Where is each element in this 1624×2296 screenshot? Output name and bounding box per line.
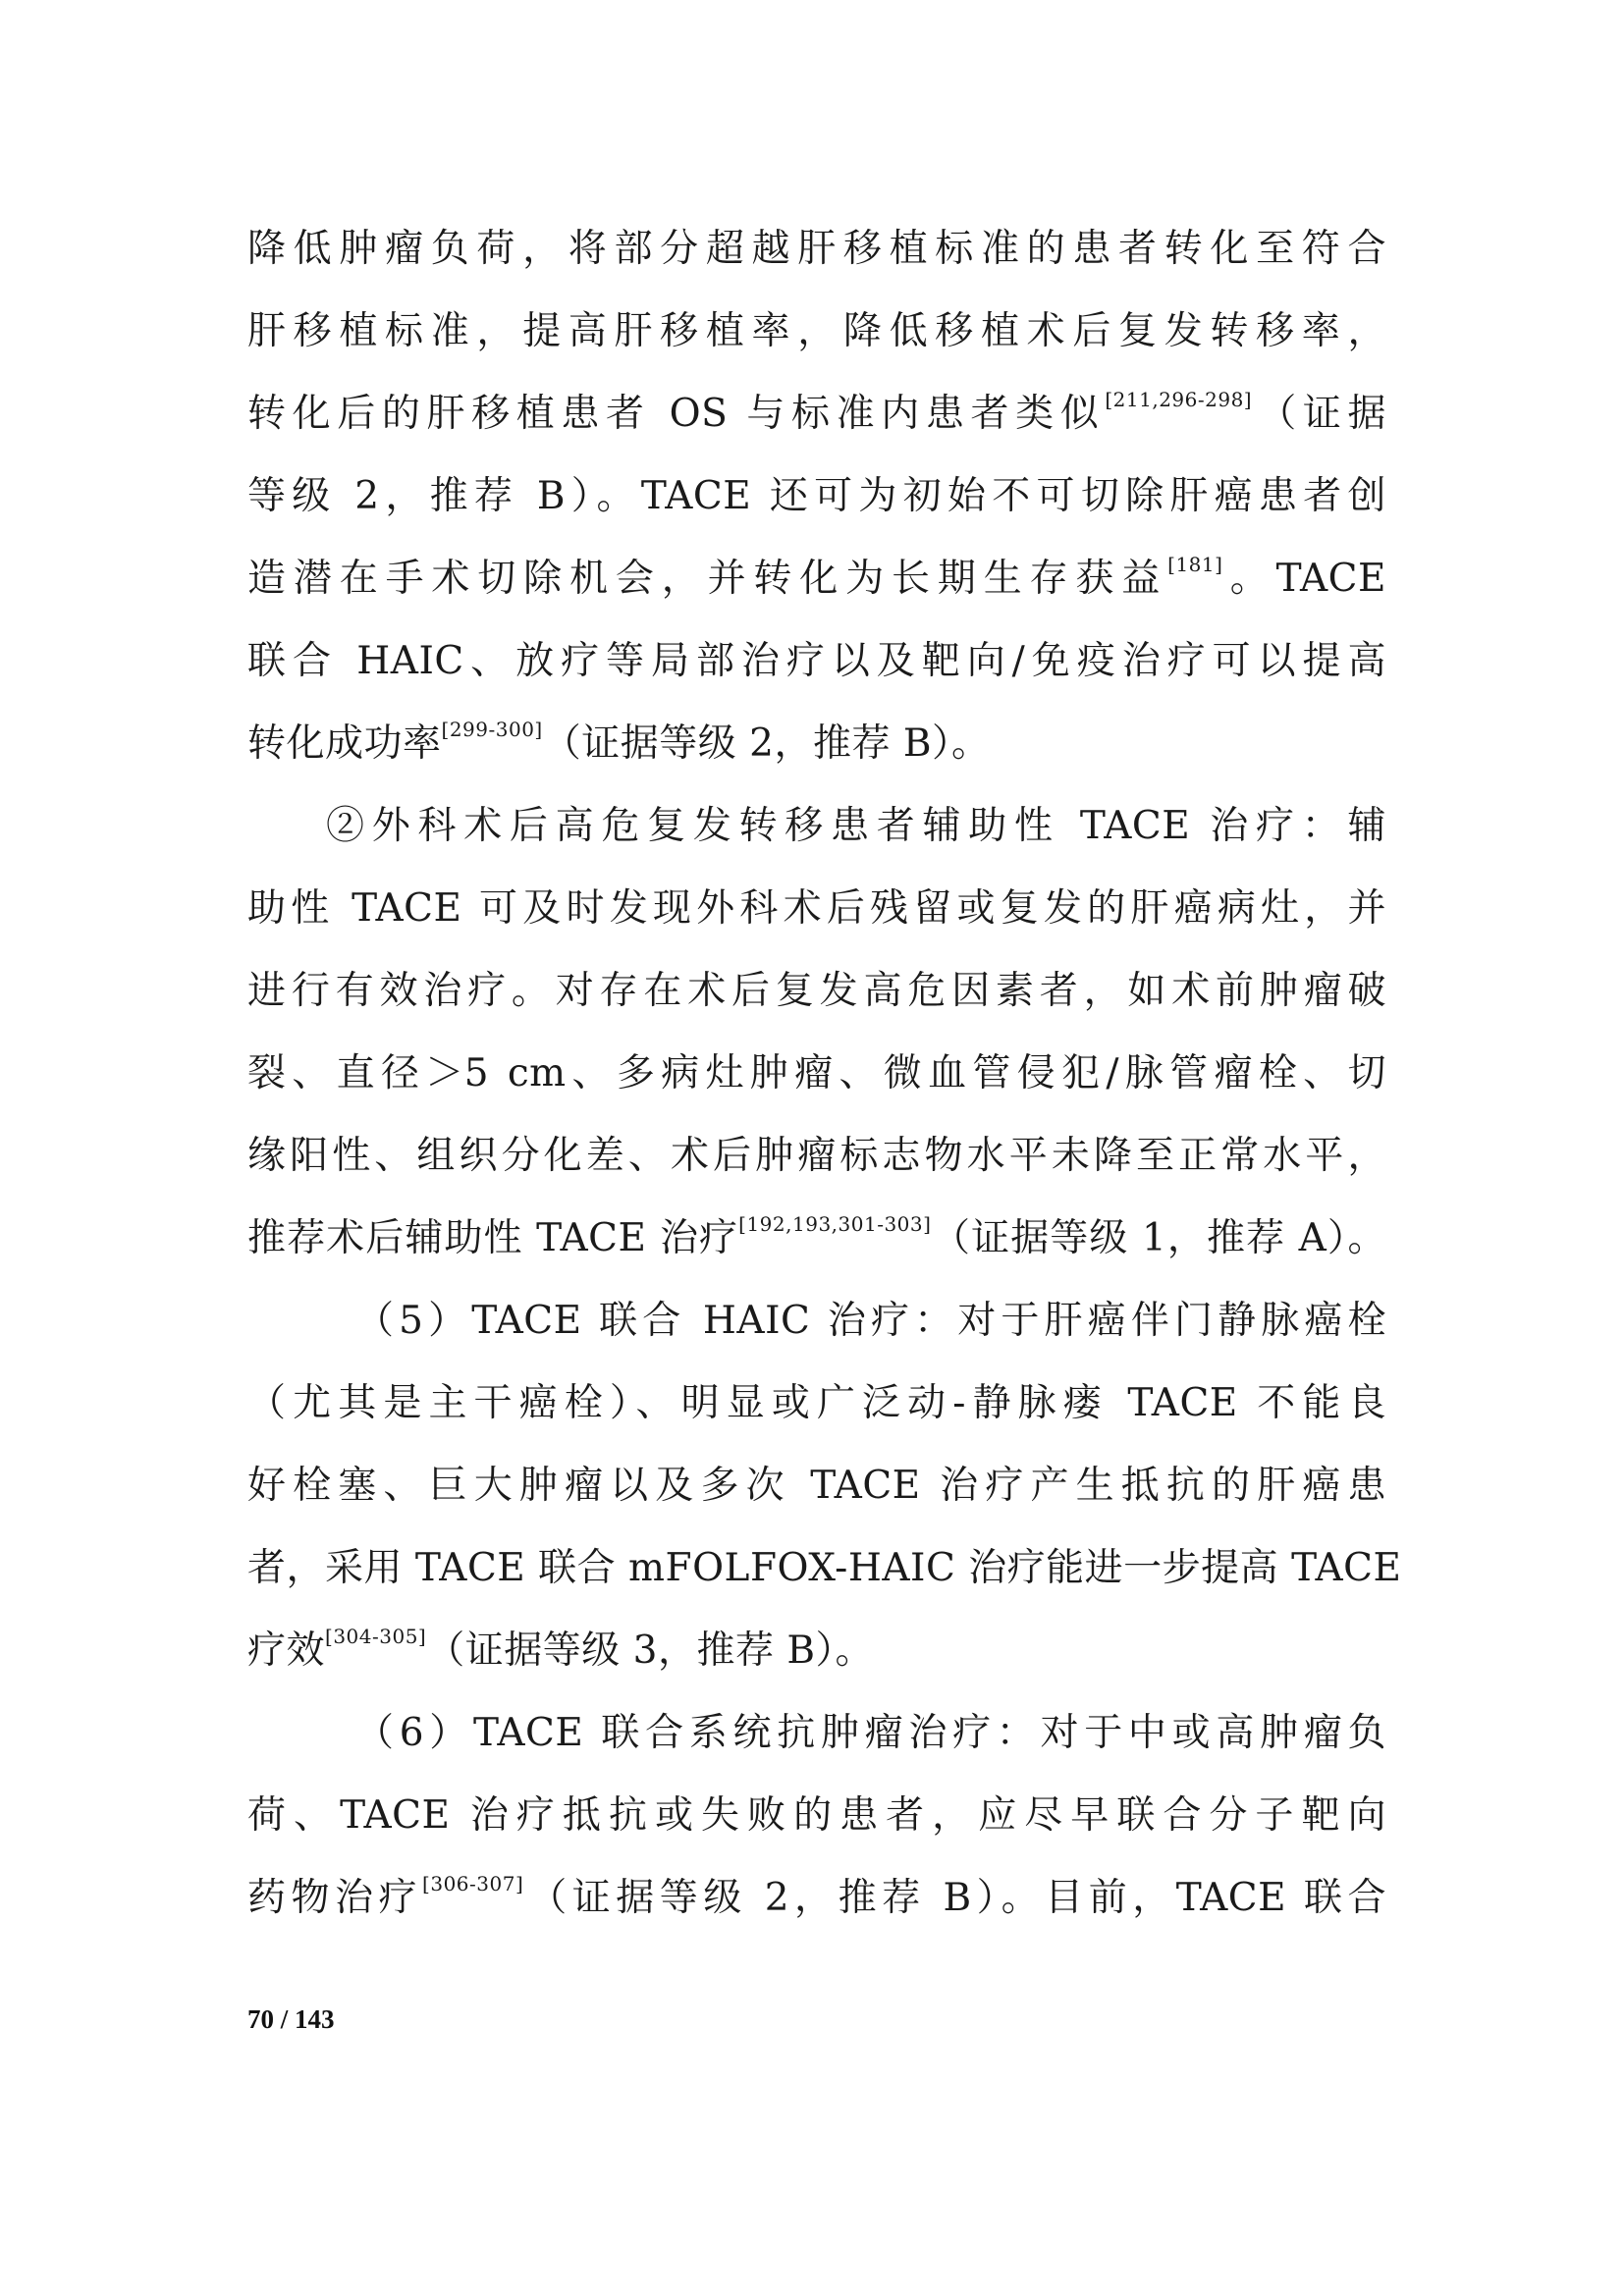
text-line: （5）TACE 联合 HAIC 治疗：对于肝癌伴门静脉癌栓 <box>355 1299 1386 1343</box>
text-line: 好栓塞、巨大肿瘤以及多次 TACE 治疗产生抵抗的肝癌患 <box>247 1464 1386 1508</box>
text-line: 转化后的肝移植患者 OS 与标准内患者类似[211,296-298]（证据 <box>247 388 1386 436</box>
text-line: 疗效[304-305]（证据等级 3，推荐 B）。 <box>247 1625 875 1673</box>
text-line: 缘阳性、组织分化差、术后肿瘤标志物水平未降至正常水平， <box>247 1134 1386 1178</box>
text-line: （尤其是主干癌栓）、明显或广泛动-静脉瘘 TACE 不能良 <box>247 1381 1386 1425</box>
citation-reference: [299-300] <box>441 718 543 741</box>
citation-reference: [211,296-298] <box>1105 388 1253 411</box>
page-number: 70 / 143 <box>247 2004 335 2034</box>
text-line: 药物治疗[306-307]（证据等级 2，推荐 B）。目前，TACE 联合 <box>247 1872 1386 1920</box>
text-line: 等级 2，推荐 B）。TACE 还可为初始不可切除肝癌患者创 <box>247 474 1386 518</box>
citation-reference: [192,193,301-303] <box>738 1212 932 1236</box>
citation-reference: [181] <box>1167 553 1223 576</box>
text-line: 裂、直径＞5 cm、多病灶肿瘤、微血管侵犯/脉管瘤栓、切 <box>247 1051 1386 1095</box>
text-line: 肝移植标准，提高肝移植率，降低移植术后复发转移率， <box>247 309 1386 353</box>
citation-reference: [304-305] <box>325 1625 427 1648</box>
text-line: 推荐术后辅助性 TACE 治疗[192,193,301-303]（证据等级 1，推荐 A）。 <box>247 1212 1386 1260</box>
text-line: 转化成功率[299-300]（证据等级 2，推荐 B）。 <box>247 718 991 766</box>
text-line: 进行有效治疗。对存在术后复发高危因素者，如术前肿瘤破 <box>247 969 1386 1013</box>
citation-reference: [306-307] <box>422 1872 524 1896</box>
text-line: 联合 HAIC、放疗等局部治疗以及靶向/免疫治疗可以提高 <box>247 639 1386 683</box>
text-line: 者，采用 TACE 联合 mFOLFOX-HAIC 治疗能进一步提高 TACE <box>247 1546 1402 1590</box>
text-line: 降低肿瘤负荷，将部分超越肝移植标准的患者转化至符合 <box>247 227 1386 271</box>
text-line: （6）TACE 联合系统抗肿瘤治疗：对于中或高肿瘤负 <box>355 1711 1386 1755</box>
body-text <box>247 208 1402 1940</box>
text-line: 荷、TACE 治疗抵抗或失败的患者，应尽早联合分子靶向 <box>247 1793 1386 1838</box>
text-line: 造潜在手术切除机会，并转化为长期生存获益[181]。TACE <box>247 553 1386 601</box>
text-line: ②外科术后高危复发转移患者辅助性 TACE 治疗：辅 <box>326 804 1386 848</box>
text-line: 助性 TACE 可及时发现外科术后残留或复发的肝癌病灶，并 <box>247 886 1386 931</box>
